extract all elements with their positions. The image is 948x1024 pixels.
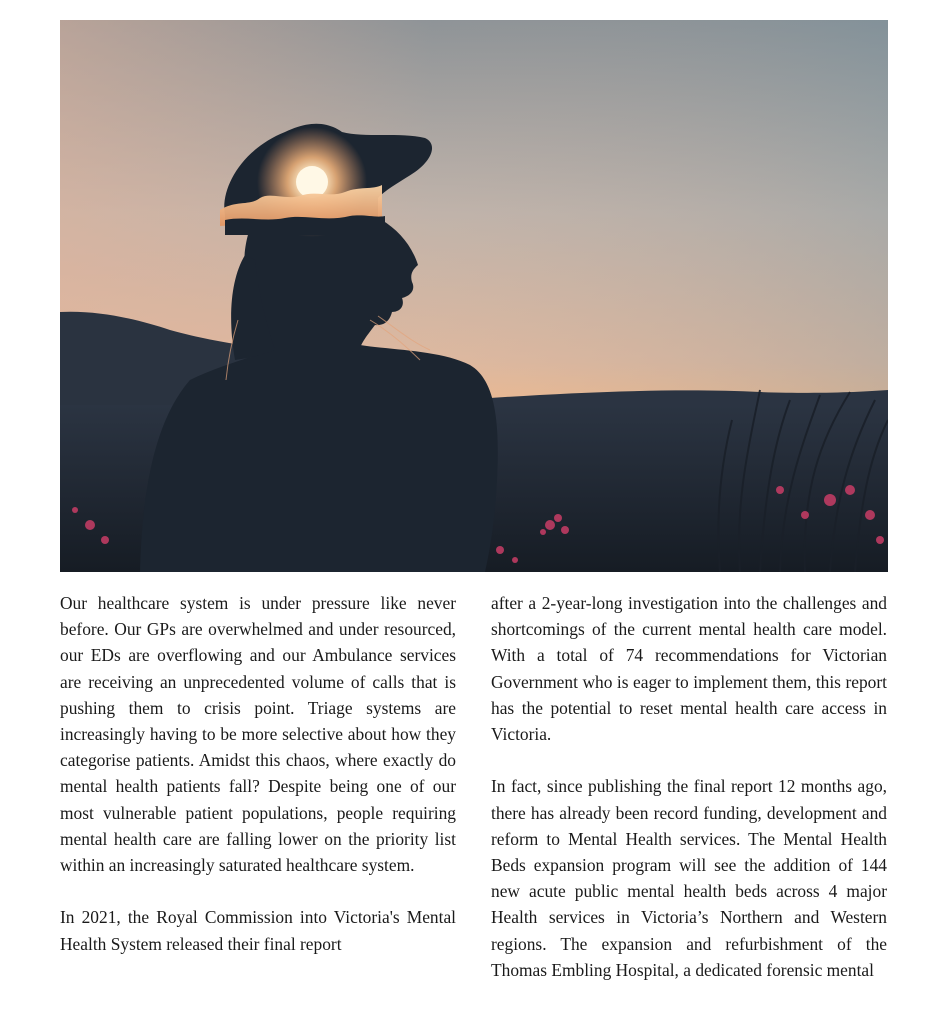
paragraph-2-end: after a 2-year-long investigation into the challenges and shortcomings of the current mental health care model. With a total of 74 recommendations for Victorian Government who is eager to implement them, this report has the potential to reset mental health care access in Victoria. (491, 593, 887, 745)
hero-image (60, 20, 888, 572)
paragraph-2-start: In 2021, the Royal Commission into Victoria's Mental Health System released their final report (60, 907, 456, 954)
right-column (491, 590, 887, 1009)
sunset-silhouette-photo-icon (60, 20, 888, 572)
paragraph-1: Our healthcare system is under pressure like never before. Our GPs are overwhelmed and under resourced, our EDs are overflowing and our Ambulance services are receiving an unprecedented volume of calls that is pushing them to crisis point. Triage systems are increasingly having to be more selective about how they categorise patients. Amidst this chaos, where exactly do mental health patients fall? Despite being one of our most vulnerable patient populations, people requiring mental health care are falling lower on the priority list within an increasingly saturated healthcare system. (60, 593, 456, 876)
left-column (60, 590, 456, 983)
article-body (60, 590, 888, 1024)
paragraph-3: In fact, since publishing the final report 12 months ago, there has already been record funding, development and reform to Mental Health services. The Mental Health Beds expansion program will see the addition of 144 new acute public mental health beds across 4 major Health services in Victoria’s Northern and Western regions. The expansion and refurbishment of the Thomas Embling Hospital, a dedicated forensic mental (491, 776, 887, 980)
